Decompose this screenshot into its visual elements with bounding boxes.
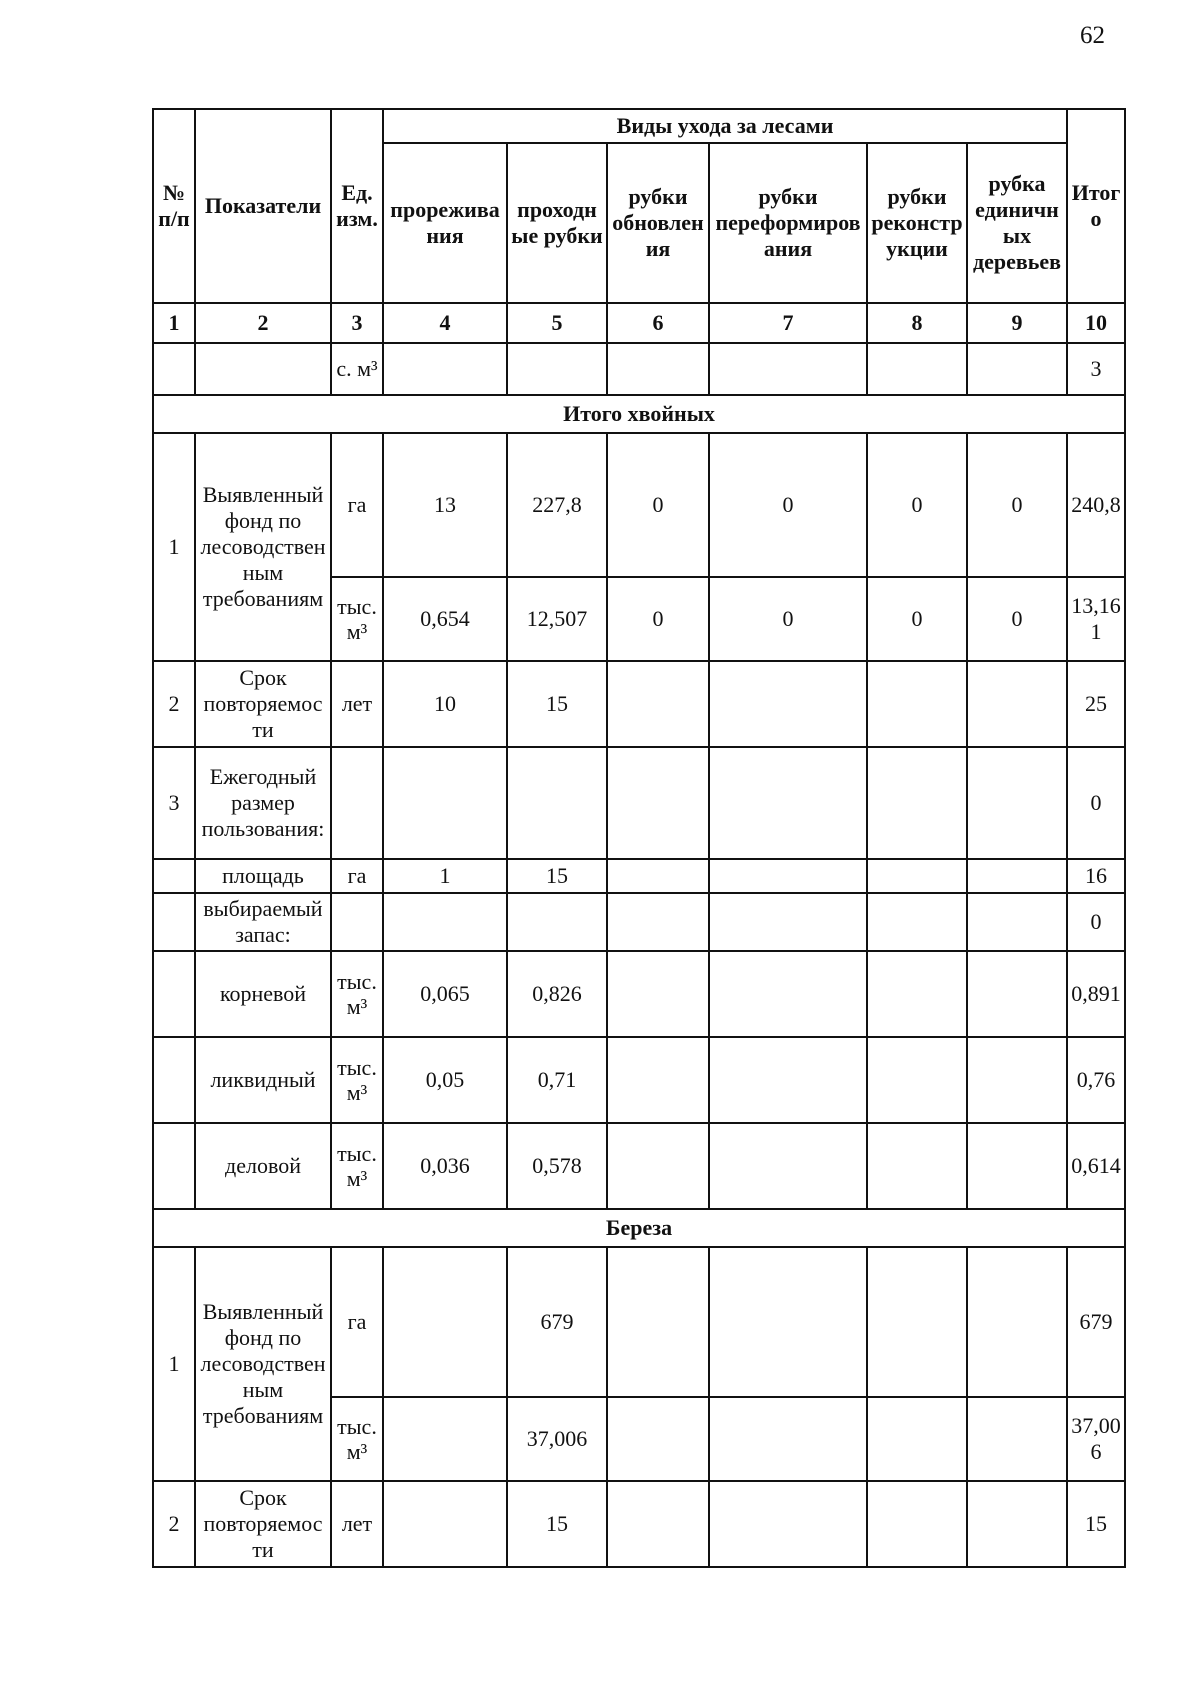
section-title: Итого хвойных (153, 395, 1125, 433)
unit-cell: с. м³ (331, 343, 383, 395)
value-cell: 679 (507, 1247, 607, 1397)
value-cell (709, 1037, 867, 1123)
forest-care-table (152, 108, 1126, 1568)
value-cell (867, 1123, 967, 1209)
header-type-reconstruction-cutting: рубки реконструкции (867, 143, 967, 303)
unit-cell: тыс. м³ (331, 1037, 383, 1123)
value-cell (383, 1397, 507, 1481)
value-cell (607, 951, 709, 1037)
unit-cell (331, 747, 383, 859)
table-cell (507, 343, 607, 395)
value-cell (967, 1123, 1067, 1209)
total-cell: 3 (1067, 343, 1125, 395)
column-number: 10 (1067, 303, 1125, 343)
row-num (153, 1037, 195, 1123)
value-cell (967, 747, 1067, 859)
unit-cell (331, 893, 383, 951)
value-cell (607, 1481, 709, 1567)
value-cell (867, 1247, 967, 1397)
column-number: 9 (967, 303, 1067, 343)
total-cell: 16 (1067, 859, 1125, 893)
table-row (153, 1037, 1125, 1123)
value-cell (967, 1037, 1067, 1123)
value-cell: 0,036 (383, 1123, 507, 1209)
value-cell: 0,71 (507, 1037, 607, 1123)
unit-cell: тыс. м³ (331, 1123, 383, 1209)
value-cell: 0 (967, 433, 1067, 577)
value-cell (967, 1247, 1067, 1397)
total-cell: 0 (1067, 747, 1125, 859)
table-row (153, 661, 1125, 747)
value-cell (709, 951, 867, 1037)
header-type-reformation-cutting: рубки переформирования (709, 143, 867, 303)
value-cell (867, 661, 967, 747)
table-cell (867, 343, 967, 395)
row-indicator: Выявленный фонд по лесоводственным требованиям (195, 433, 331, 661)
header-total: Итого (1067, 109, 1125, 303)
table-cell (383, 343, 507, 395)
value-cell (709, 1123, 867, 1209)
value-cell (709, 1397, 867, 1481)
value-cell (607, 747, 709, 859)
column-number-row (153, 303, 1125, 343)
total-cell: 15 (1067, 1481, 1125, 1567)
row-num: 3 (153, 747, 195, 859)
value-cell (607, 893, 709, 951)
value-cell (709, 747, 867, 859)
column-number: 8 (867, 303, 967, 343)
value-cell: 0,065 (383, 951, 507, 1037)
value-cell (867, 1481, 967, 1567)
value-cell: 0 (607, 433, 709, 577)
value-cell: 15 (507, 661, 607, 747)
value-cell (867, 893, 967, 951)
value-cell: 37,006 (507, 1397, 607, 1481)
row-num (153, 859, 195, 893)
row-indicator: Срок повторяемости (195, 661, 331, 747)
total-cell: 0 (1067, 893, 1125, 951)
value-cell (967, 951, 1067, 1037)
row-indicator: Срок повторяемости (195, 1481, 331, 1567)
column-number: 7 (709, 303, 867, 343)
value-cell (967, 1481, 1067, 1567)
table-row (153, 433, 1125, 577)
value-cell: 0 (967, 577, 1067, 661)
value-cell (867, 1037, 967, 1123)
column-number: 4 (383, 303, 507, 343)
row-num (153, 1123, 195, 1209)
unit-cell: га (331, 433, 383, 577)
value-cell (607, 1037, 709, 1123)
value-cell: 15 (507, 1481, 607, 1567)
value-cell: 13 (383, 433, 507, 577)
row-num: 2 (153, 1481, 195, 1567)
value-cell (507, 893, 607, 951)
header-type-renewal-cutting: рубки обновления (607, 143, 709, 303)
header-type-passage-cutting: проходные рубки (507, 143, 607, 303)
table-cell (153, 343, 195, 395)
value-cell: 0 (709, 433, 867, 577)
unit-cell: тыс. м³ (331, 1397, 383, 1481)
value-cell (967, 893, 1067, 951)
row-indicator: деловой (195, 1123, 331, 1209)
value-cell: 0,826 (507, 951, 607, 1037)
table-row (153, 951, 1125, 1037)
value-cell (709, 859, 867, 893)
column-number: 2 (195, 303, 331, 343)
unit-cell: лет (331, 661, 383, 747)
value-cell (967, 859, 1067, 893)
table-row (153, 747, 1125, 859)
value-cell: 0 (709, 577, 867, 661)
value-cell: 15 (507, 859, 607, 893)
header-num: № п/п (153, 109, 195, 303)
table-row (153, 1123, 1125, 1209)
table-row (153, 893, 1125, 951)
column-number: 5 (507, 303, 607, 343)
value-cell: 0,578 (507, 1123, 607, 1209)
value-cell (709, 893, 867, 951)
column-number: 3 (331, 303, 383, 343)
row-num: 1 (153, 1247, 195, 1481)
table-cell (709, 343, 867, 395)
carry-over-row (153, 343, 1125, 395)
header-care-types-group: Виды ухода за лесами (383, 109, 1067, 143)
row-indicator: ликвидный (195, 1037, 331, 1123)
row-indicator: корневой (195, 951, 331, 1037)
total-cell: 679 (1067, 1247, 1125, 1397)
value-cell: 10 (383, 661, 507, 747)
total-cell: 240,8 (1067, 433, 1125, 577)
value-cell (383, 1247, 507, 1397)
header-unit: Ед. изм. (331, 109, 383, 303)
value-cell (967, 1397, 1067, 1481)
unit-cell: тыс. м³ (331, 577, 383, 661)
value-cell (607, 1247, 709, 1397)
total-cell: 25 (1067, 661, 1125, 747)
total-cell: 0,614 (1067, 1123, 1125, 1209)
unit-cell: га (331, 859, 383, 893)
value-cell: 0 (867, 433, 967, 577)
value-cell (383, 893, 507, 951)
value-cell (507, 747, 607, 859)
unit-cell: лет (331, 1481, 383, 1567)
value-cell: 1 (383, 859, 507, 893)
unit-cell: тыс. м³ (331, 951, 383, 1037)
value-cell (709, 1247, 867, 1397)
total-cell: 13,161 (1067, 577, 1125, 661)
section-title: Береза (153, 1209, 1125, 1247)
table-row (153, 1247, 1125, 1397)
value-cell (867, 859, 967, 893)
value-cell: 0 (867, 577, 967, 661)
value-cell: 0,05 (383, 1037, 507, 1123)
row-num (153, 951, 195, 1037)
row-num: 1 (153, 433, 195, 661)
value-cell (709, 661, 867, 747)
total-cell: 0,76 (1067, 1037, 1125, 1123)
header-type-thinning: прореживания (383, 143, 507, 303)
table-row (153, 859, 1125, 893)
column-number: 6 (607, 303, 709, 343)
header-row-1 (153, 109, 1125, 143)
table-cell (195, 343, 331, 395)
value-cell: 0,654 (383, 577, 507, 661)
value-cell: 0 (607, 577, 709, 661)
value-cell (607, 1397, 709, 1481)
value-cell (607, 661, 709, 747)
row-num (153, 893, 195, 951)
section-header-conifers (153, 395, 1125, 433)
header-type-single-tree-cutting: рубка единичных деревьев (967, 143, 1067, 303)
total-cell: 0,891 (1067, 951, 1125, 1037)
header-indicator: Показатели (195, 109, 331, 303)
row-indicator: Ежегодный размер пользования: (195, 747, 331, 859)
value-cell (709, 1481, 867, 1567)
section-header-birch (153, 1209, 1125, 1247)
row-indicator: выбираемый запас: (195, 893, 331, 951)
table-cell (967, 343, 1067, 395)
table-cell (607, 343, 709, 395)
value-cell (383, 747, 507, 859)
row-num: 2 (153, 661, 195, 747)
value-cell (867, 1397, 967, 1481)
value-cell (967, 661, 1067, 747)
value-cell (607, 1123, 709, 1209)
value-cell: 227,8 (507, 433, 607, 577)
value-cell: 12,507 (507, 577, 607, 661)
value-cell (607, 859, 709, 893)
unit-cell: га (331, 1247, 383, 1397)
row-indicator: площадь (195, 859, 331, 893)
page-number: 62 (1080, 22, 1105, 49)
column-number: 1 (153, 303, 195, 343)
value-cell (383, 1481, 507, 1567)
value-cell (867, 951, 967, 1037)
total-cell: 37,006 (1067, 1397, 1125, 1481)
table-row (153, 1481, 1125, 1567)
value-cell (867, 747, 967, 859)
row-indicator: Выявленный фонд по лесоводственным требованиям (195, 1247, 331, 1481)
